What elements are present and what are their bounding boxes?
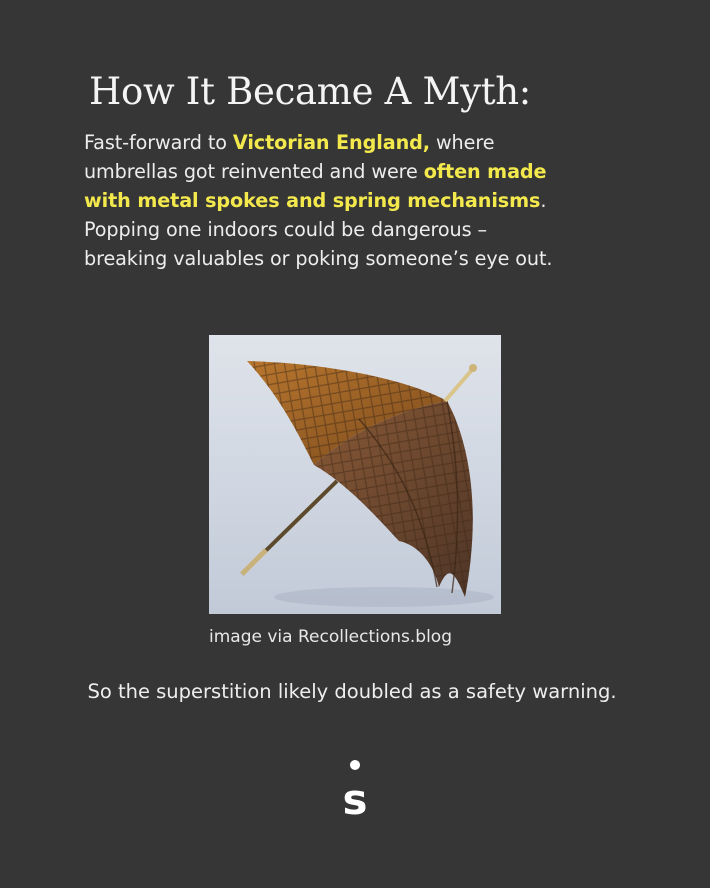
parasol-illustration (209, 335, 501, 614)
highlight-metal-spokes: often made with metal spokes and spring mechanisms (84, 160, 547, 212)
vintage-parasol-photo (209, 335, 501, 614)
image-caption: image via Recollections.blog (209, 627, 452, 647)
page-title: How It Became A Myth: (89, 70, 531, 113)
body-text-2: where umbrellas got reinvented and were (84, 131, 495, 183)
conclusion-text: So the superstition likely doubled as a safety warning. (87, 680, 617, 703)
body-paragraph (84, 128, 554, 273)
brand-s-logo-icon (335, 756, 375, 820)
svg-text:s: s (342, 775, 368, 820)
highlight-victorian-england: Victorian England, (232, 131, 430, 154)
body-text-3: . Popping one indoors could be dangerous – breaking valuables or poking someone’s eye out. (84, 189, 553, 270)
body-text-1: Fast-forward to (84, 131, 233, 154)
